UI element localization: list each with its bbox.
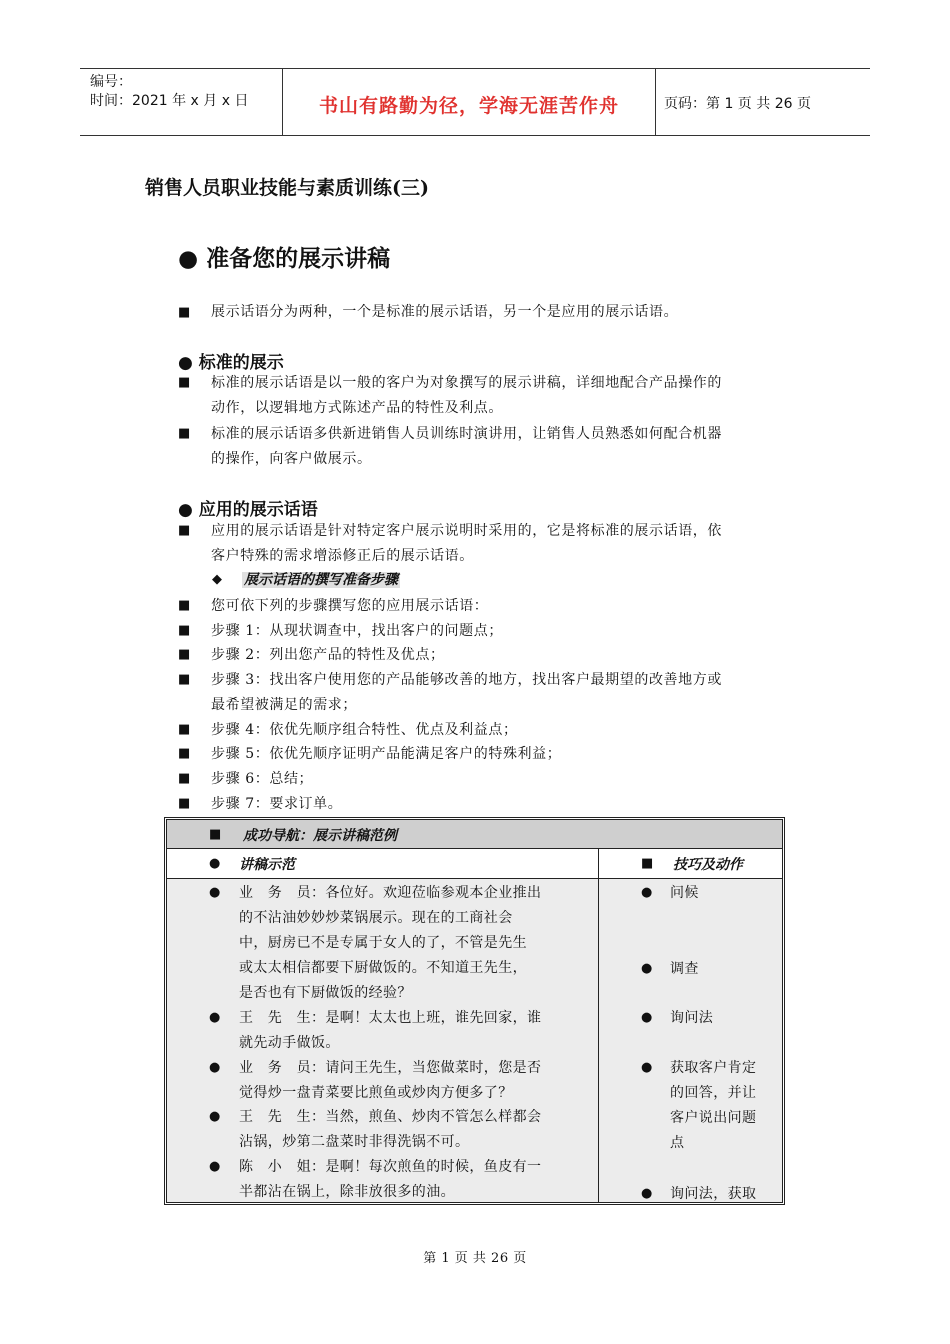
text-line: 客户特殊的需求增添修正后的展示话语。 — [211, 548, 474, 564]
bullet-icon: ● — [178, 246, 199, 272]
header-top-rule — [80, 68, 870, 69]
standard-heading — [178, 348, 284, 373]
page-footer: 第 1 页 共 26 页 — [423, 1251, 527, 1266]
bullet-icon: ● — [209, 1060, 221, 1075]
bullet-icon: ● — [209, 1010, 221, 1025]
square-bullet-icon: ■ — [178, 623, 191, 638]
text-line: 觉得炒一盘青菜要比煎鱼或炒肉方便多了？ — [239, 1085, 513, 1101]
applied-title: 应用的展示话语 — [198, 500, 318, 520]
serial-label: 编号： — [90, 74, 132, 90]
text-line: 业 务 员：各位好。欢迎莅临参观本企业推出 — [239, 885, 542, 901]
steps-heading-text: 展示话语的撰写准备步骤 — [244, 572, 398, 588]
text-line: 或太太相信都要下厨做饭的。不知道王先生， — [239, 960, 527, 976]
text-line: 动作，以逻辑地方式陈述产品的特性及利点。 — [211, 400, 503, 416]
text-line: 询问法 — [670, 1010, 714, 1026]
square-bullet-icon: ■ — [178, 722, 191, 737]
column-header-skills: 技巧及动作 — [673, 857, 743, 873]
steps-heading — [242, 569, 400, 589]
text-line: 客户说出问题 — [670, 1110, 757, 1126]
text-line: 步骤 3：找出客户使用您的产品能够改善的地方，找出客户最期望的改善地方或 — [211, 672, 722, 688]
text-line: 应用的展示话语是针对特定客户展示说明时采用的，它是将标准的展示话语，依 — [211, 523, 722, 539]
square-bullet-icon: ■ — [178, 796, 191, 811]
square-bullet-icon: ■ — [178, 771, 191, 786]
text-line: 陈 小 姐：是啊！每次煎鱼的时候，鱼皮有一 — [239, 1159, 542, 1175]
text-line: 获取客户肯定 — [670, 1060, 757, 1076]
text-line: 的回答，并让 — [670, 1085, 757, 1101]
column-header-script: 讲稿示范 — [239, 857, 295, 873]
text-line: 步骤 4：依优先顺序组合特性、优点及利益点； — [211, 722, 518, 738]
text-line: 中，厨房已不是专属于女人的了，不管是先生 — [239, 935, 527, 951]
text-line: 标准的展示话语是以一般的客户为对象撰写的展示讲稿，详细地配合产品操作的 — [211, 375, 722, 391]
table-column-divider — [598, 848, 599, 1202]
bullet-icon: ● — [178, 353, 193, 373]
text-line: 步骤 5：依优先顺序证明产品能满足客户的特殊利益； — [211, 746, 562, 762]
header-motto: 书山有路勤为径，学海无涯苦作舟 — [318, 95, 619, 117]
section-title: 准备您的展示讲稿 — [206, 246, 391, 272]
bullet-icon: ● — [641, 1060, 653, 1075]
header-page-info: 页码：第 1 页 共 26 页 — [664, 96, 811, 112]
square-bullet-icon: ■ — [178, 375, 191, 390]
text-line: 的不沾油妙妙炒菜锅展示。现在的工商社会 — [239, 910, 513, 926]
text-line: 您可依下列的步骤撰写您的应用展示话语： — [211, 598, 489, 614]
header-divider — [655, 69, 656, 136]
text-line: 半都沾在锅上，除非放很多的油。 — [239, 1184, 455, 1200]
bullet-icon: ● — [641, 885, 653, 900]
table-title-row — [167, 820, 782, 849]
square-bullet-icon: ■ — [178, 746, 191, 761]
standard-title: 标准的展示 — [198, 353, 284, 373]
bullet-icon: ● — [209, 856, 221, 871]
text-line: 标准的展示话语多供新进销售人员训练时演讲用，让销售人员熟悉如何配合机器 — [211, 426, 722, 442]
bullet-icon: ● — [178, 500, 193, 520]
text-line: 步骤 1：从现状调查中，找出客户的问题点； — [211, 623, 503, 639]
applied-heading — [178, 495, 318, 520]
square-bullet-icon: ■ — [178, 305, 191, 320]
text-line: 最希望被满足的需求； — [211, 697, 357, 713]
text-line: 点 — [670, 1135, 685, 1151]
text-line: 就先动手做饭。 — [239, 1035, 340, 1051]
bullet-icon: ● — [209, 1109, 221, 1124]
text-line: 调查 — [670, 961, 699, 977]
text-line: 步骤 6：总结； — [211, 771, 314, 787]
time-label: 时间：2021 年 x 月 x 日 — [90, 93, 249, 109]
bullet-icon: ● — [209, 885, 221, 900]
text-line: 王 先 生：当然，煎鱼、炒肉不管怎么样都会 — [239, 1109, 542, 1125]
square-bullet-icon: ■ — [209, 827, 222, 842]
bullet-icon: ● — [641, 1186, 653, 1201]
text-line: 是否也有下厨做饭的经验？ — [239, 985, 412, 1001]
bullet-icon: ● — [641, 1010, 653, 1025]
text-line: 步骤 7：要求订单。 — [211, 796, 343, 812]
diamond-bullet-icon: ◆ — [212, 572, 222, 587]
table-header-row — [167, 848, 782, 879]
text-line: 询问法，获取 — [670, 1186, 757, 1202]
text-line: 业 务 员：请问王先生，当您做菜时，您是否 — [239, 1060, 542, 1076]
intro-text: 展示话语分为两种，一个是标准的展示话语，另一个是应用的展示话语。 — [211, 304, 679, 320]
example-table — [164, 817, 785, 1205]
square-bullet-icon: ■ — [178, 647, 191, 662]
text-line: 沾锅，炒第二盘菜时非得洗锅不可。 — [239, 1134, 470, 1150]
square-bullet-icon: ■ — [641, 856, 654, 871]
document-title: 销售人员职业技能与素质训练(三) — [145, 177, 429, 199]
header-bottom-rule — [80, 135, 870, 136]
section-heading — [178, 240, 390, 273]
square-bullet-icon: ■ — [178, 523, 191, 538]
text-line: 王 先 生：是啊！太太也上班，谁先回家，谁 — [239, 1010, 542, 1026]
text-line: 问候 — [670, 885, 699, 901]
square-bullet-icon: ■ — [178, 598, 191, 613]
text-line: 步骤 2：列出您产品的特性及优点； — [211, 647, 445, 663]
square-bullet-icon: ■ — [178, 672, 191, 687]
square-bullet-icon: ■ — [178, 426, 191, 441]
bullet-icon: ● — [641, 961, 653, 976]
bullet-icon: ● — [209, 1159, 221, 1174]
text-line: 的操作，向客户做展示。 — [211, 451, 372, 467]
table-title: 成功导航：展示讲稿范例 — [243, 828, 397, 844]
